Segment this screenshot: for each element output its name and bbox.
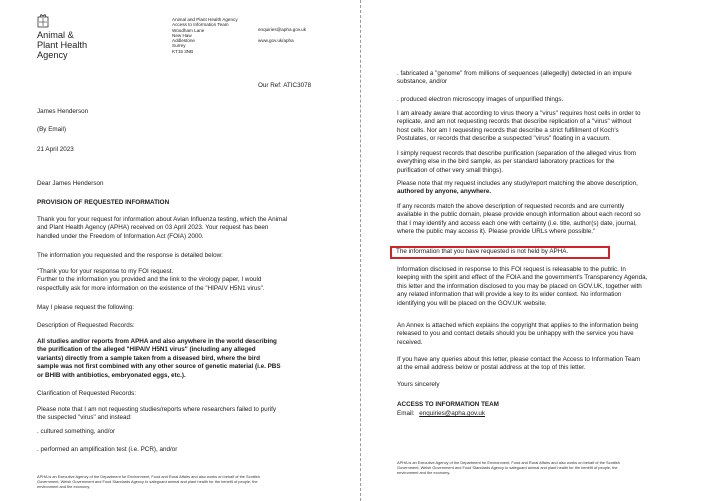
letter-page-1 <box>0 0 356 501</box>
quoted-request: "Thank you for your response to my FOI request. Further to the information you provided and the link to the virology paper, I would respectfully ask for more information on the existence of the "HIPAIV H5N1 virus". <box>37 268 265 292</box>
recipient-name: James Henderson <box>37 108 89 115</box>
para-queries: If you have any queries about this letter, please contact the Access to Information Team at the email address below or postal address at the top of this letter. <box>397 356 641 372</box>
logo-text-line-2: Plant Health <box>37 40 88 50</box>
our-ref: Our Ref: ATIC3078 <box>258 82 312 89</box>
requested-records-block: All studies and/or reports from APHA and also anywhere in the world describing the purification of the alleged "HIPAIV H5N1 virus" (including any alleged variants) directly from a sample taken from a diseased bird, where the bird sample was not first combined with any other source of genetic material (i.e. PBS or BHIB with antibiotics, embryonated eggs, etc.). <box>37 338 281 379</box>
signature-email-label: Email: <box>397 410 415 417</box>
footer-agency-note: APHA is an Executive Agency of the Department for Environment, Food and Rural Affairs and also works on behalf of the Scottish Government, Welsh Government and Food Standards Agency to safeguard animal and plant health for the benefit of people, the environment and the economy. <box>37 474 260 489</box>
para-note: Please note that my request includes any study/report matching the above description, authored by anyone, anywhere. <box>397 180 638 196</box>
royal-crest-icon <box>37 14 49 28</box>
para-aware: I am already aware that according to virus theory a "virus" requires host cells in order to replicate, and am not requesting records that describe replication of a "virus" without host cells. Nor am I requesting records that describe a strict fulfillment of Koch's Postulates, or records that describe a suspected "virus" floating in a vacuum. <box>397 110 641 143</box>
para-annex: An Annex is attached which explains the copyright that applies to the information being released to you and contact details should you be unhappy with the service you have received. <box>397 322 639 346</box>
para-disclosed: Information disclosed in response to this FOI request is releasable to the public. In keeping with the spirit and effect of the FOIA and the government's Transparency Agenda, this letter and the information disclosed to you may be placed on GOV.UK, together with any related information that will provide a key to its wider context. No information identifying you will be placed on the GOV.UK website. <box>397 266 648 307</box>
para-detail-intro: The information you requested and the response is detailed below: <box>37 252 223 259</box>
letter-date: 21 April 2023 <box>37 146 74 153</box>
clarification-label: Clarification of Requested Records: <box>37 390 137 397</box>
salutation: Dear James Henderson <box>37 180 104 187</box>
not-held-statement: The information that you have requested is not held by APHA. <box>396 248 569 255</box>
letter-heading: PROVISION OF REQUESTED INFORMATION <box>37 199 170 206</box>
description-label: Description of Requested Records: <box>37 322 135 329</box>
bullet-amplification: . performed an amplification test (i.e. PCR), and/or <box>37 446 178 453</box>
by-email: (By Email) <box>37 126 67 133</box>
signature-email-line <box>397 410 485 418</box>
logo-text-line-3: Agency <box>37 50 68 60</box>
clarification-text: Please note that I am not requesting studies/reports where researchers failed to purify the suspected "virus" and instead: <box>37 406 277 422</box>
may-request: May I please request the following: <box>37 304 134 311</box>
contact-email[interactable]: enquiries@apha.gov.uk <box>258 27 306 32</box>
page-divider <box>360 0 361 501</box>
closing: Yours sincerely <box>397 381 440 388</box>
signature-team: ACCESS TO INFORMATION TEAM <box>397 401 499 408</box>
logo-text-line-1: Animal & <box>37 30 74 40</box>
para-simply: I simply request records that describe purification (separation of the alleged virus from everything else in the bird sample, as per standard laboratory practices for the purification of other very small things). <box>397 150 637 174</box>
signature-email-link[interactable]: enquiries@apha.gov.uk <box>419 410 486 417</box>
contact-web[interactable]: www.gov.uk/apha <box>258 38 294 43</box>
bullet-cultured: . cultured something, and/or <box>37 428 116 435</box>
footer-agency-note-2: APHA is an Executive Agency of the Department for Environment, Food and Rural Affairs and also works on behalf of the Scottish Government, Welsh Government and Food Standards Agency to safeguard animal and plant health for the benefit of people, the environment and the economy. <box>397 460 620 475</box>
bullet-microscopy: . produced electron microscopy images of unpurified things. <box>397 96 564 103</box>
para-intro: Thank you for your request for information about Avian Influenza testing, which the Animal and Plant Health Agency (APHA) received on 03 April 2023. Your request has been handled under the Freedom of Information Act (FOIA) 2000. <box>37 216 288 240</box>
bullet-genome: . fabricated a "genome" from millions of sequences (allegedly) detected in an impure substance, and/or <box>397 70 632 86</box>
para-public-domain: If any records match the above description of requested records and are currently available in the public domain, please provide enough information about each record so that I may identify and access each one with certainty (i.e. title, author(s) date, journal, where the public may access it). Please provide URLs where possible." <box>397 203 641 236</box>
address-block: Animal and Plant Health Agency Access to Information Team Woodham Lane New Haw Addlestone Surrey KT15 3NB <box>172 17 238 54</box>
